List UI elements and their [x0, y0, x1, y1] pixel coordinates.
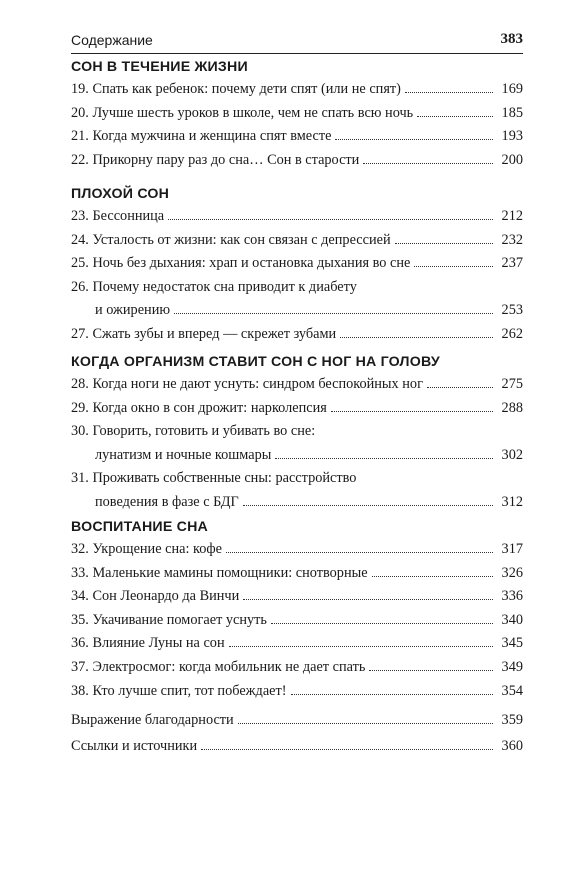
toc-entry[interactable] — [71, 149, 523, 173]
entry-page-number: 185 — [501, 104, 523, 121]
entry-title-continuation: поведения в фазе с БДГ — [95, 493, 239, 510]
entry-page-number: 237 — [501, 255, 523, 272]
entry-page-number: 360 — [501, 738, 523, 754]
toc-entry[interactable] — [71, 709, 523, 733]
toc-entry[interactable] — [71, 680, 523, 704]
toc-entry[interactable] — [71, 585, 523, 609]
toc-section — [71, 709, 523, 733]
toc-entry[interactable] — [71, 656, 523, 680]
dot-leader — [340, 336, 493, 338]
entry-page-number: 336 — [501, 588, 523, 605]
entry-page-number: 354 — [501, 682, 523, 699]
toc-entry[interactable] — [71, 632, 523, 656]
entry-page-number: 302 — [501, 446, 523, 463]
dot-leader — [372, 575, 493, 577]
entry-title: 31. Проживать собственные сны: расстройство — [71, 470, 357, 487]
toc-section — [71, 351, 523, 515]
entry-title: 34. Сон Леонардо да Винчи — [71, 588, 240, 605]
section-title: СОН В ТЕЧЕНИЕ ЖИЗНИ — [71, 59, 248, 75]
dot-leader — [417, 115, 493, 117]
toc-entry[interactable] — [71, 252, 523, 276]
entry-page-number: 340 — [501, 611, 523, 628]
toc-entry[interactable] — [71, 125, 523, 149]
header-page-number: 383 — [500, 31, 523, 47]
dot-leader — [168, 218, 493, 220]
toc-entry[interactable] — [71, 562, 523, 586]
dot-leader — [275, 457, 493, 459]
entry-title: 38. Кто лучше спит, тот побеждает! — [71, 682, 287, 699]
dot-leader — [229, 645, 493, 647]
toc-entry[interactable] — [71, 205, 523, 229]
dot-leader — [331, 410, 493, 412]
entry-page-number: 212 — [501, 208, 523, 224]
toc-entry[interactable] — [71, 78, 523, 102]
entry-title: 30. Говорить, готовить и убивать во сне: — [71, 423, 316, 440]
dot-leader — [243, 504, 493, 506]
entry-title: 36. Влияние Луны на сон — [71, 635, 225, 652]
dot-leader — [174, 312, 493, 314]
entry-page-number: 312 — [501, 493, 523, 510]
toc-entry[interactable] — [71, 102, 523, 126]
entry-title: 33. Маленькие мамины помощники: снотворные — [71, 564, 368, 581]
toc-section — [71, 516, 523, 703]
dot-leader — [226, 551, 493, 553]
entry-title-continuation: и ожирению — [95, 302, 171, 319]
entry-title: 23. Бессонница — [71, 208, 165, 224]
entry-page-number: 317 — [501, 541, 523, 557]
entry-page-number: 345 — [501, 635, 523, 652]
toc-entry[interactable] — [71, 467, 523, 514]
toc-entry[interactable] — [71, 538, 523, 562]
toc-entry[interactable] — [71, 397, 523, 421]
toc-entry[interactable] — [71, 373, 523, 397]
entry-title-continuation: лунатизм и ночные кошмары — [95, 446, 272, 463]
dot-leader — [369, 669, 493, 671]
toc-entry[interactable] — [71, 420, 523, 467]
dot-leader — [238, 722, 493, 724]
entry-title: 37. Электросмог: когда мобильник не дает спать — [71, 658, 366, 675]
dot-leader — [201, 748, 493, 750]
toc-entry[interactable] — [71, 323, 523, 347]
entry-page-number: 169 — [501, 81, 523, 97]
entry-page-number: 262 — [501, 325, 523, 342]
entry-page-number: 326 — [501, 564, 523, 581]
entry-page-number: 193 — [501, 128, 523, 145]
section-title: ПЛОХОЙ СОН — [71, 186, 170, 202]
entry-page-number: 275 — [501, 376, 523, 392]
entry-title: 25. Ночь без дыхания: храп и остановка дыхания во сне — [71, 255, 411, 272]
entry-title: 32. Укрощение сна: кофе — [71, 541, 222, 557]
dot-leader — [405, 91, 493, 93]
dot-leader — [363, 162, 493, 164]
toc-section — [71, 56, 523, 172]
entry-title: 35. Укачивание помогает уснуть — [71, 611, 267, 628]
entry-page-number: 288 — [501, 399, 523, 416]
entry-page-number: 359 — [501, 712, 523, 728]
entry-page-number: 232 — [501, 231, 523, 248]
dot-leader — [335, 138, 493, 140]
entry-title: 24. Усталость от жизни: как сон связан с депрессией — [71, 231, 391, 248]
entry-title: 19. Спать как ребенок: почему дети спят (или не спят) — [71, 81, 401, 97]
entry-title: 29. Когда окно в сон дрожит: нарколепсия — [71, 399, 327, 416]
toc-section — [71, 735, 523, 759]
toc-entry[interactable] — [71, 735, 523, 759]
header-title: Содержание — [71, 32, 153, 48]
entry-title: Выражение благодарности — [71, 712, 234, 728]
dot-leader — [427, 386, 493, 388]
dot-leader — [414, 265, 493, 267]
running-header — [71, 31, 523, 54]
entry-title: 22. Прикорну пару раз до сна… Сон в старости — [71, 151, 360, 168]
toc-section — [71, 183, 523, 347]
entry-title: 20. Лучше шесть уроков в школе, чем не спать всю ночь — [71, 104, 414, 121]
toc-entry[interactable] — [71, 229, 523, 253]
entry-title: 27. Сжать зубы и вперед — скрежет зубами — [71, 325, 337, 342]
dot-leader — [271, 622, 493, 624]
toc-entry[interactable] — [71, 609, 523, 633]
entry-title: 26. Почему недостаток сна приводит к диабету — [71, 278, 357, 295]
dot-leader — [291, 693, 493, 695]
entry-title: Ссылки и источники — [71, 738, 198, 754]
entry-page-number: 253 — [501, 302, 523, 319]
toc-entry[interactable] — [71, 276, 523, 323]
section-title: ВОСПИТАНИЕ СНА — [71, 519, 208, 535]
entry-page-number: 200 — [501, 151, 523, 168]
entry-title: 28. Когда ноги не дают уснуть: синдром беспокойных ног — [71, 376, 423, 392]
dot-leader — [395, 242, 493, 244]
section-title: КОГДА ОРГАНИЗМ СТАВИТ СОН С НОГ НА ГОЛОВУ — [71, 354, 440, 370]
dot-leader — [243, 598, 493, 600]
entry-title: 21. Когда мужчина и женщина спят вместе — [71, 128, 332, 145]
entry-page-number: 349 — [501, 658, 523, 675]
